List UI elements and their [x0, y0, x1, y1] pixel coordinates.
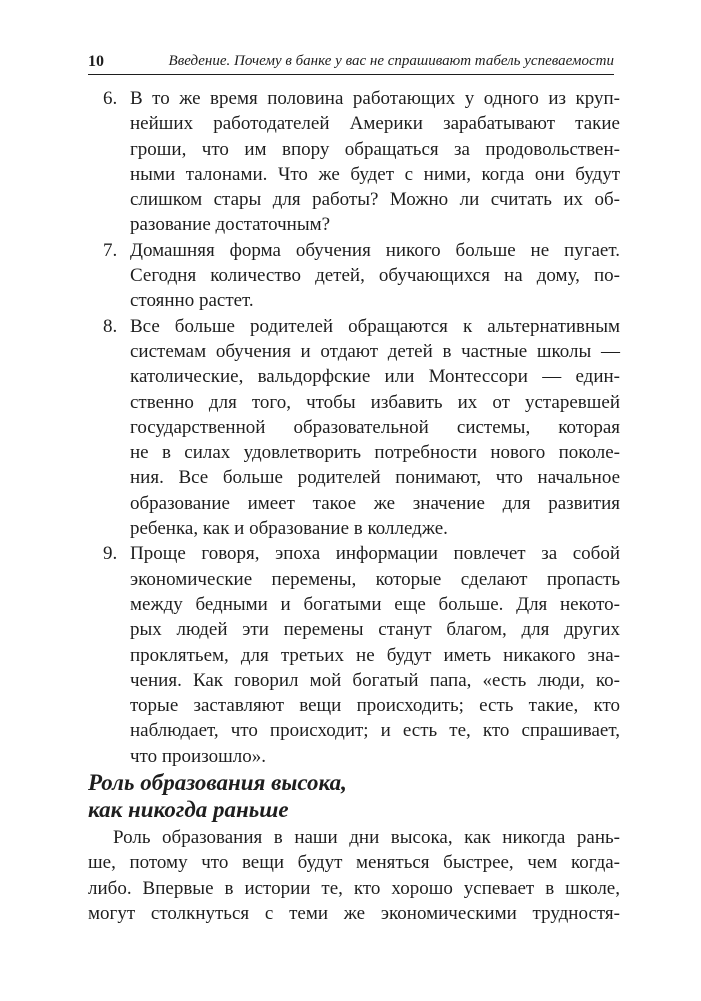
text-line: ребенка, как и образование в колледже.: [130, 518, 448, 540]
text-line: что произошло».: [130, 745, 266, 767]
list-item-number: 8.: [103, 315, 118, 337]
text-line: системам обучения и отдают детей в частные школы —: [130, 340, 620, 362]
text-line: либо. Впервые в истории те, кто хорошо успевает в школе,: [88, 877, 620, 899]
text-line: католические, вальдорфские или Монтессори — един-: [130, 366, 620, 388]
running-title: Введение. Почему в банке у вас не спрашивают табель успеваемости: [168, 53, 614, 69]
text-line: Роль образования в наши дни высока, как никогда рань-: [113, 827, 620, 848]
text-line: рых людей эти перемены станут благом, для других: [130, 619, 620, 641]
text-line: ния. Все больше родителей понимают, что начальное: [130, 467, 620, 489]
text-line: Домашняя форма обучения никого больше не пугает.: [130, 239, 620, 261]
text-line: между бедными и богатыми еще больше. Для некото-: [130, 593, 620, 615]
list-item-number: 7.: [103, 239, 118, 261]
text-line: В то же время половина работающих у одного из круп-: [130, 88, 620, 109]
text-line: Сегодня количество детей, обучающихся на дому, по-: [130, 265, 620, 287]
text-line: проклятьем, для третьих не будут иметь никакого зна-: [130, 644, 620, 666]
numbered-list: [88, 86, 620, 769]
text-line: разование достаточным?: [130, 214, 331, 236]
text-line: слишком стары для работы? Можно ли считать их об-: [130, 189, 620, 211]
text-line: чения. Как говорил мой богатый папа, «есть люди, ко-: [130, 669, 620, 691]
list-item: [88, 541, 620, 769]
section-heading-line: Роль образования высока,: [88, 770, 347, 795]
list-item: [88, 238, 620, 314]
text-line: стоянно растет.: [130, 290, 254, 312]
list-item-number: 6.: [103, 88, 118, 109]
text-line: наблюдает, что происходит; и есть те, кто спрашивает,: [130, 720, 620, 742]
text-line: образование имеет такое же значение для развития: [130, 492, 620, 514]
text-line: экономические перемены, которые сделают пропасть: [130, 568, 620, 590]
section-heading: [88, 769, 620, 823]
text-line: государственной образовательной системы, которая: [130, 416, 620, 438]
text-line: ственно для того, чтобы избавить их от устаревшей: [130, 391, 620, 413]
text-line: гроши, что им впору обращаться за продовольствен-: [130, 138, 620, 160]
text-line: нейших работодателей Америки зарабатывают такие: [130, 113, 620, 135]
text-line: Проще говоря, эпоха информации повлечет за собой: [130, 543, 620, 565]
text-line: ше, потому что вещи будут меняться быстрее, чем когда-: [88, 852, 620, 874]
text-line: ными талонами. Что же будет с ними, когда они будут: [130, 163, 620, 185]
text-line: Все больше родителей обращаются к альтернативным: [130, 315, 620, 337]
body-paragraph: [88, 825, 620, 926]
list-item: [88, 86, 620, 238]
text-line: не в силах удовлетворить потребности нового поколе-: [130, 442, 620, 464]
list-item-number: 9.: [103, 543, 118, 565]
header-rule: [88, 74, 614, 75]
text-line: торые заставляют вещи происходить; есть такие, кто: [130, 695, 620, 717]
text-line: могут столкнуться с теми же экономическими трудностя-: [88, 902, 620, 924]
list-item: [88, 314, 620, 542]
running-head: [88, 49, 614, 73]
page-number: 10: [88, 53, 104, 70]
section-heading-line: как никогда раньше: [88, 797, 289, 822]
